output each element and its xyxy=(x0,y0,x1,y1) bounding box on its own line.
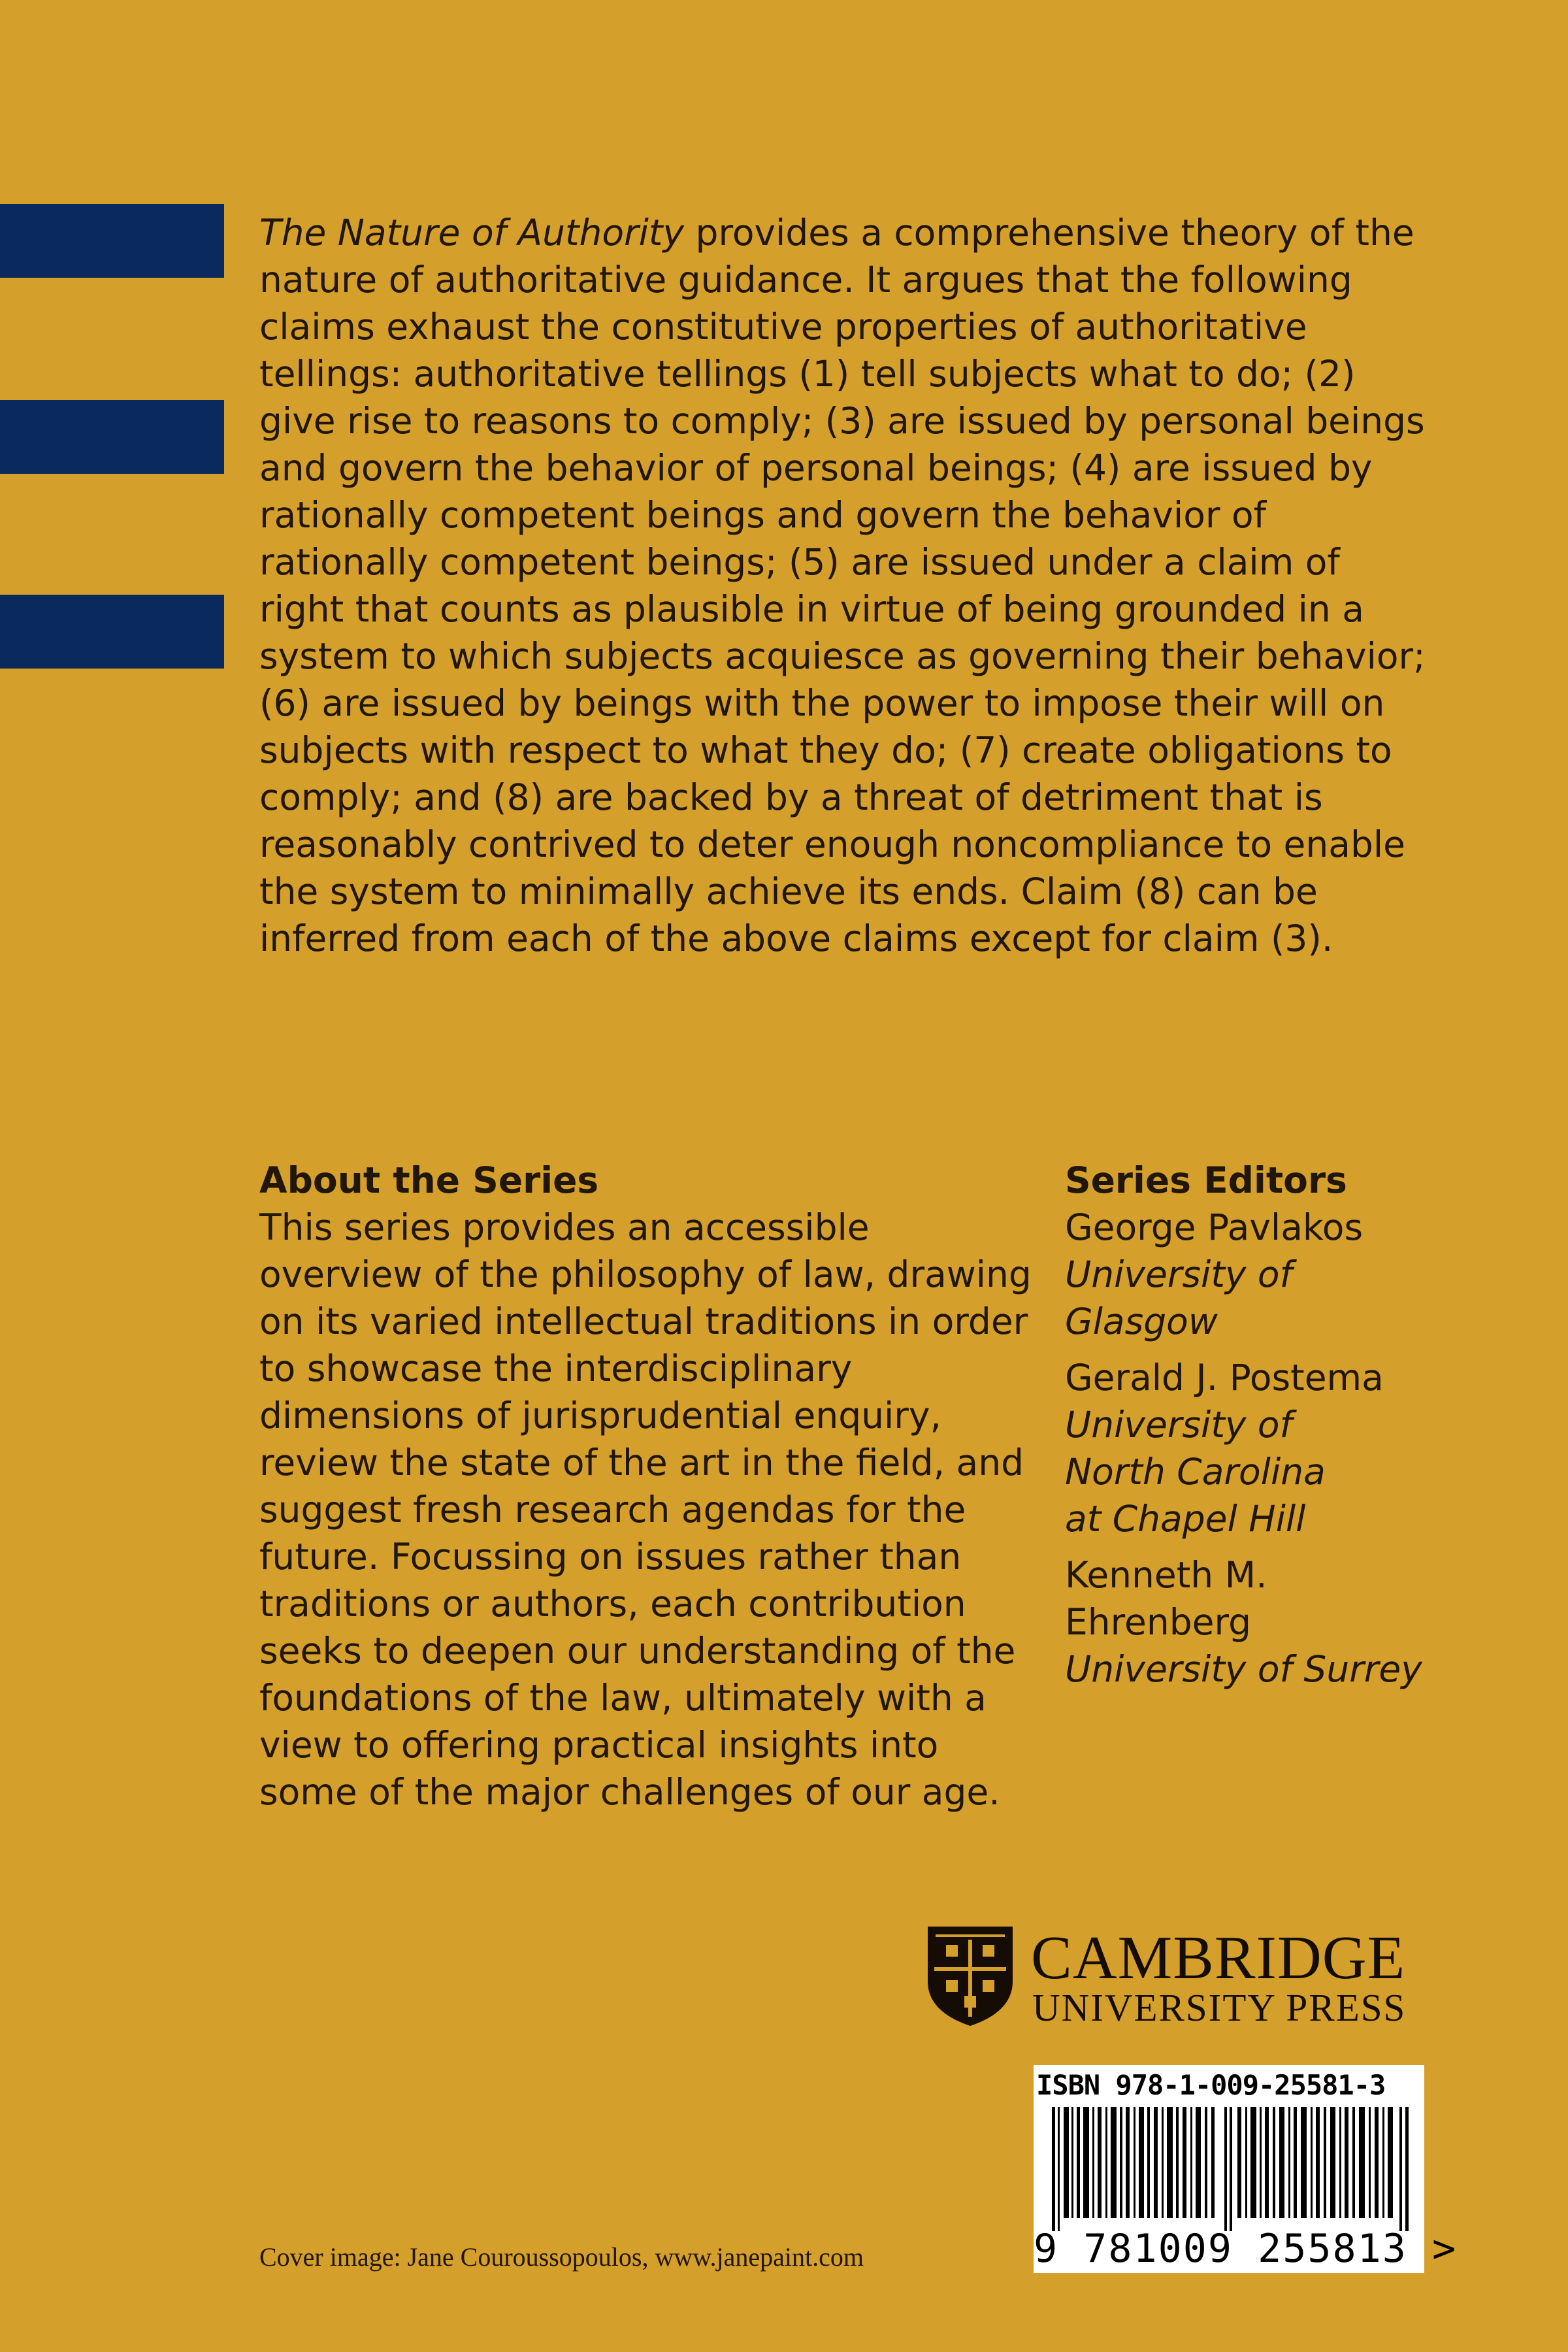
series-editors-list xyxy=(1065,1204,1522,1702)
publisher-name: CAMBRIDGE xyxy=(1031,1924,1406,1992)
about-series-heading: About the Series xyxy=(259,1159,599,1201)
navy-stripe-top xyxy=(0,204,224,278)
navy-stripe-middle xyxy=(0,400,224,474)
editor-name: Gerald J. Postema xyxy=(1065,1357,1384,1399)
isbn-barcode xyxy=(1034,2065,1458,2273)
barcode-bars-icon xyxy=(1052,2107,1410,2231)
editor-entry xyxy=(1065,1204,1522,1345)
publisher-subtitle: UNIVERSITY PRESS xyxy=(1032,1986,1407,2029)
series-editors-heading: Series Editors xyxy=(1065,1159,1347,1201)
book-title: The Nature of Authority xyxy=(259,212,685,254)
crest-shield-icon xyxy=(926,1925,1014,2027)
isbn-label: ISBN 978-1-009-25581-3 xyxy=(1036,2069,1386,2101)
editor-name: Kenneth M. Ehrenberg xyxy=(1065,1554,1267,1643)
cover-image-credit: Cover image: Jane Couroussopoulos, www.janepaint.com xyxy=(259,2242,864,2272)
editor-affiliation: University of Glasgow xyxy=(1065,1253,1292,1342)
barcode-digits: 9 781009 255813 > xyxy=(1034,2226,1458,2272)
about-series-text: This series provides an accessible overview of the philosophy of law, drawing on its varied intellectual traditions in order to showcase the interdisciplinary dimensions of jurisprudential enquiry, review the state of the art in the field, and suggest fresh research agendas for the future. Focussing on issues rather than traditions or authors, each contribution seeks to deepen our understanding of the foundations of the law, ultimately with a view to offering practical insights into some of the major challenges of our age. xyxy=(259,1206,1032,1813)
navy-stripe-bottom xyxy=(0,595,224,669)
book-description xyxy=(259,209,1435,962)
editor-entry xyxy=(1065,1551,1522,1693)
publisher-logo xyxy=(926,1925,1423,2030)
editor-affiliation: University of North Carolina at Chapel Hill xyxy=(1065,1404,1326,1540)
description-body: provides a comprehensive theory of the nature of authoritative guidance. It argues that the following claims exhaust the constitutive properties of authoritative tellings: authoritative tellings (1) tell subjects what to do; (2) give rise to reasons to comply; (3) are issued by personal beings and govern the behavior of personal beings; (4) are issued by rationally competent beings and govern the behavior of rationally competent beings; (5) are issued under a claim of right that counts as plausible in virtue of being grounded in a system to which subjects acquiesce as governing their behavior; (6) are issued by beings with the power to impose their will on subjects with respect to what they do; (7) create obligations to comply; and (8) are backed by a threat of detriment that is reasonably contrived to deter enough noncompliance to enable the system to minimally achieve its ends. Claim (8) can be inferred from each of the above claims except for claim (3). xyxy=(259,212,1426,959)
editor-entry xyxy=(1065,1354,1522,1542)
editor-name: George Pavlakos xyxy=(1065,1206,1364,1248)
editor-affiliation: University of Surrey xyxy=(1065,1648,1422,1690)
